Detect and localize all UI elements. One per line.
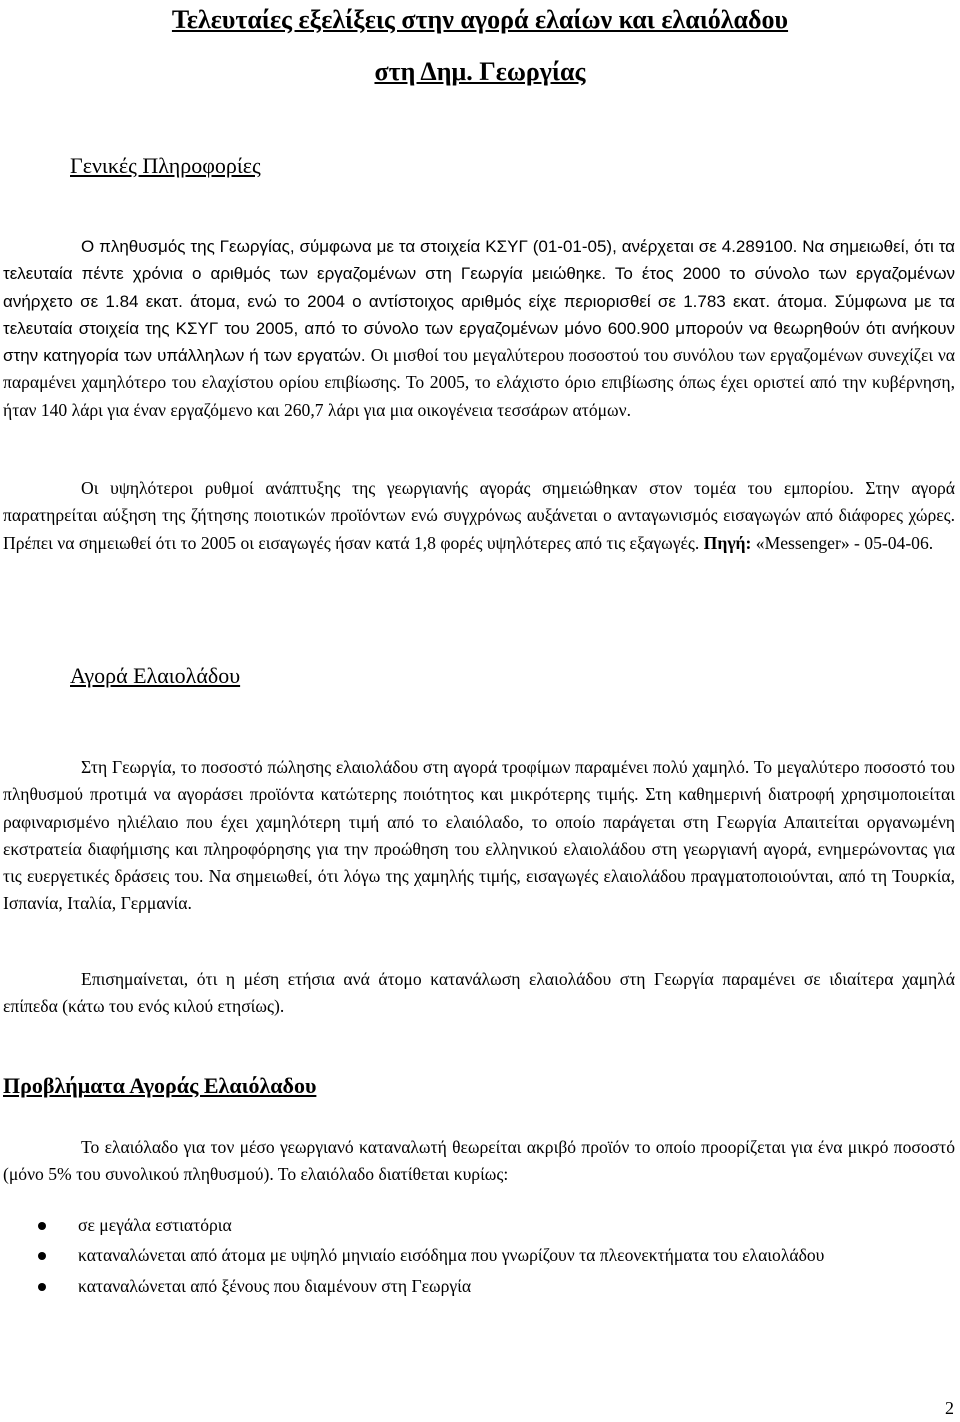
bullet-icon xyxy=(38,1283,46,1291)
section-heading-general-info: Γενικές Πληροφορίες xyxy=(70,153,261,178)
paragraph-population-part1: Ο πληθυσμός της Γεωργίας, σύμφωνα με τα στοιχεία ΚΣΥΓ (01-01-05), ανέρχεται σε 4.289100. xyxy=(81,237,803,256)
list-item-text: καταναλώνεται από άτομα με υψηλό μηνιαίο εισόδημα που γνωρίζουν τα πλεονεκτήματα του ελαιολάδου xyxy=(78,1245,825,1266)
list-item-text: καταναλώνεται από ξένους που διαμένουν στη Γεωργία xyxy=(78,1275,472,1296)
section-heading-market-problems: Προβλήματα Αγοράς Ελαιόλαδου xyxy=(3,1073,317,1098)
page-number: 2 xyxy=(945,1398,954,1418)
paragraph-olive-oil-market xyxy=(3,754,955,918)
paragraph-consumption-text: Επισημαίνεται, ότι η μέση ετήσια ανά άτομο κατανάλωση ελαιολάδου στη Γεωργία παραμένει σε ιδιαίτερα χαμηλά επίπεδα (κάτω του ενός κιλού ετησίως). xyxy=(3,969,955,1017)
list-item xyxy=(0,1242,950,1269)
list-item-text: σε μεγάλα εστιατόρια xyxy=(78,1215,232,1235)
distribution-channels-list xyxy=(0,1212,950,1300)
source-text: «Messenger» - 05-04-06. xyxy=(751,532,934,553)
source-label: Πηγή: xyxy=(703,532,752,553)
paragraph-market-growth-text: Οι υψηλότεροι ρυθμοί ανάπτυξης της γεωργιανής αγοράς σημειώθηκαν στον τομέα του εμπορίου. Στην αγορά παρατηρείται αύξηση της ζήτησης ποιοτικών προϊόντων ενώ συγχρόνως αυξάνεται ο ανταγωνισμός εισαγωγών από διάφορες χώρες. Πρέπει να σημειωθεί ότι το 2005 οι εισαγωγές ήσαν κατά 1,8 φορές υψηλότερες από τις εξαγωγές. xyxy=(3,478,955,553)
document-title-line2: στη Δημ. Γεωργίας xyxy=(374,57,586,86)
paragraph-market-problems xyxy=(3,1134,955,1189)
paragraph-consumption xyxy=(3,966,955,1021)
paragraph-population-part2: Να σημειωθεί, ότι τα τελευταία πέντε χρόνια ο αριθμός των εργαζομένων στη Γεωργία μειώθηκε. Το έτος 2000 το σύνολο των εργαζομένων ανήρχετο σε 1.84 εκατ. άτομα, ενώ το 2004 ο αντίστοιχος αριθμός είχε περιορισθεί σε 1.783 εκατ. άτομα. Σύμφωνα με τα τελευταία στοιχεία της ΚΣΥΓ του 2005, από το σύνολο των εργαζομένων μόνο 600.900 μπορούν να θεωρηθούν ότι ανήκουν στην κατηγορία των υπάλληλων ή των εργατών. xyxy=(3,237,956,366)
bullet-icon xyxy=(38,1222,46,1230)
document-title-line1: Τελευταίες εξελίξεις στην αγορά ελαίων και ελαιόλαδου xyxy=(171,5,789,34)
paragraph-market-problems-text: Το ελαιόλαδο για τον μέσο γεωργιανό καταναλωτή θεωρείται ακριβό προϊόν το οποίο προορίζεται για ένα μικρό ποσοστό (μόνο 5% του συνολικού πληθυσμού). Το ελαιόλαδο διατίθεται κυρίως: xyxy=(3,1137,955,1185)
paragraph-population xyxy=(3,233,955,424)
bullet-icon xyxy=(38,1252,46,1260)
paragraph-market-growth xyxy=(3,475,955,557)
list-item xyxy=(0,1212,950,1239)
list-item xyxy=(0,1273,950,1300)
section-heading-olive-oil-market: Αγορά Ελαιολάδου xyxy=(70,663,241,688)
paragraph-population-part3: Οι μισθοί του μεγαλύτερου ποσοστού του συνόλου των εργαζομένων συνεχίζει να παραμένει χαμηλότερο του ελαχίστου ορίου επιβίωσης. Το 2005, το ελάχιστο όριο επιβίωσης όπως έχει οριστεί από την κυβέρνηση, ήταν 140 λάρι για έναν εργαζόμενο και 260,7 λάρι για μια οικογένεια τεσσάρων ατόμων. xyxy=(3,345,956,420)
paragraph-olive-oil-market-text: Στη Γεωργία, το ποσοστό πώλησης ελαιολάδου στη αγορά τροφίμων παραμένει πολύ χαμηλό. Το μεγαλύτερο ποσοστό του πληθυσμού προτιμά να αγοράσει προϊόντα κατώτερης ποιότητος και μικρότερης τιμής. Στη καθημερινή διατροφή χρησιμοποιείται ραφιναρισμένο ηλιέλαιο που έχει χαμηλότερη τιμή από το ελαιόλαδο, το οποίο παράγεται στη Γεωργία Απαιτείται οργανωμένη εκστρατεία διαφήμισης και πληροφόρησης για την προώθηση του ελληνικού ελαιολάδου στη γεωργιανή αγορά, ενημερώνοντας για τις ευεργετικές δράσεις του. Να σημειωθεί, ότι λόγω της χαμηλής τιμής, εισαγωγές ελαιολάδου πραγματοποιούνται, από τη Τουρκία, Ισπανία, Ιταλία, Γερμανία. xyxy=(3,757,955,914)
